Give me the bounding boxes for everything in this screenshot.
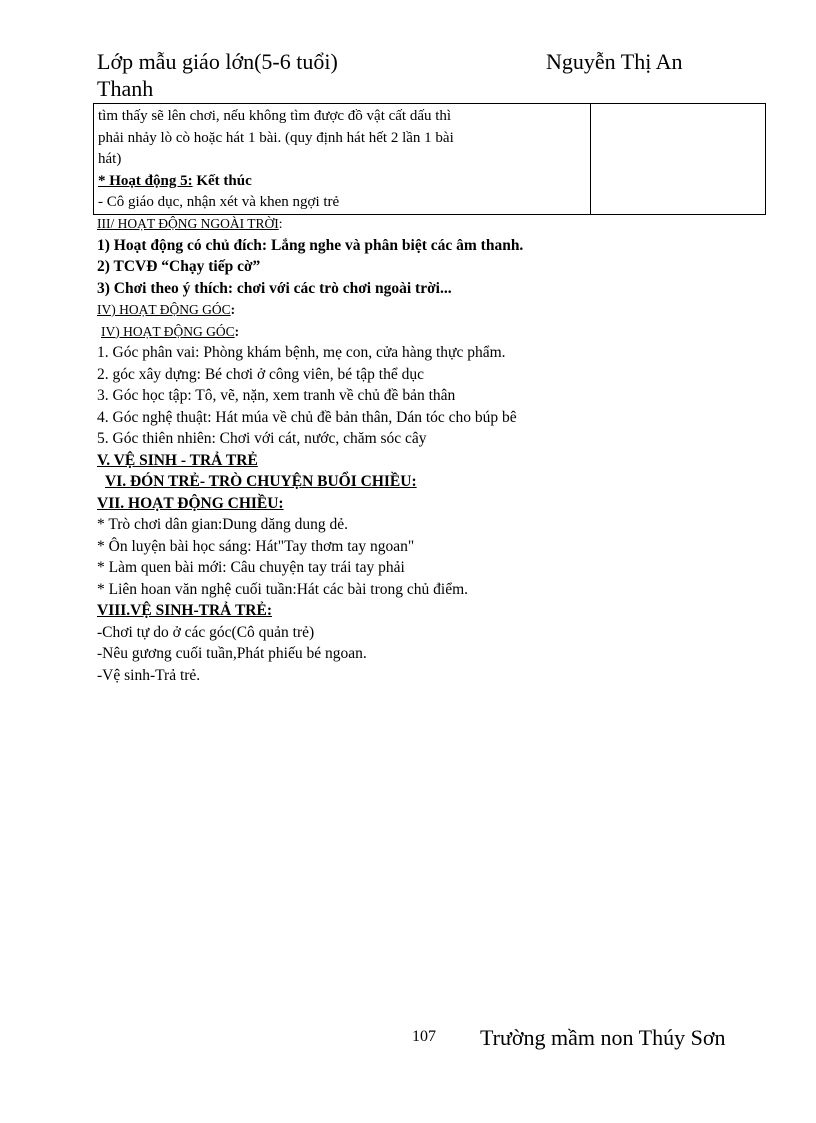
section5-heading: V. VỆ SINH - TRẢ TRẺ — [97, 451, 258, 469]
corners-heading-text: IV) HOẠT ĐỘNG GÓC — [97, 302, 231, 317]
list-item: 3. Góc học tập: Tô, vẽ, nặn, xem tranh về chủ đề bản thân — [97, 387, 456, 404]
table-cell-content — [94, 104, 591, 215]
corners-heading-text: IV) HOẠT ĐỘNG GÓC — [101, 323, 235, 339]
teacher-name: Nguyễn Thị An — [546, 49, 683, 74]
document-body — [97, 213, 777, 686]
school-name: Trường mầm non Thúy Sơn — [480, 1025, 726, 1050]
outdoor-heading-text: III/ HOẠT ĐỘNG NGOÀI TRỜI — [97, 216, 279, 231]
class-name: Lớp mẫu giáo lớn(5-6 tuổi) — [97, 49, 338, 74]
corners-heading — [97, 299, 777, 321]
header-class-name — [97, 48, 427, 102]
outdoor-item: 2) TCVĐ “Chạy tiếp cờ” — [97, 258, 261, 275]
list-item: 5. Góc thiên nhiên: Chơi với cát, nước, chăm sóc cây — [97, 430, 427, 447]
list-item: -Vệ sinh-Trả trẻ. — [97, 666, 201, 684]
table-text-line: - Cô giáo dục, nhận xét và khen ngợi trẻ — [98, 194, 340, 210]
list-item: 2. góc xây dựng: Bé chơi ở công viên, bé tập thể dục — [97, 365, 424, 383]
section6-heading: VI. ĐÓN TRẺ- TRÒ CHUYỆN BUỔI CHIỀU: — [105, 473, 417, 490]
table-cell-empty — [591, 104, 766, 215]
corners-heading-colon: : — [230, 302, 236, 317]
table-text-line: tìm thấy sẽ lên chơi, nếu không tìm được đồ vật cất dấu thì — [98, 108, 452, 124]
outdoor-item: 1) Hoạt động có chủ đích: Lắng nghe và phân biệt các âm thanh. — [97, 236, 524, 254]
list-item: -Chơi tự do ở các góc(Cô quản trẻ) — [97, 623, 315, 641]
section8-heading: VIII.VỆ SINH-TRẢ TRẺ: — [97, 602, 272, 619]
list-item: * Làm quen bài mới: Câu chuyện tay trái tay phải — [97, 559, 405, 576]
list-item: * Trò chơi dân gian:Dung dăng dung dẻ. — [97, 516, 349, 533]
table-text-line: hát) — [98, 151, 122, 167]
table-text-line: phải nhảy lò cò hoặc hát 1 bài. (quy định hát hết 2 lần 1 bài — [98, 129, 454, 146]
teacher-name-continued: Thanh — [97, 76, 154, 101]
outdoor-heading — [97, 213, 777, 235]
list-item: -Nêu gương cuối tuần,Phát phiếu bé ngoan. — [97, 645, 367, 662]
activity5-label: * Hoạt động 5: — [98, 172, 193, 189]
corners-heading-repeat — [97, 321, 777, 343]
activity5-heading — [98, 171, 586, 193]
list-item: 1. Góc phân vai: Phòng khám bệnh, mẹ con, cửa hàng thực phẩm. — [97, 344, 506, 361]
activity-table — [93, 103, 766, 215]
corners-heading-colon: : — [234, 323, 240, 339]
page-number: 107 — [412, 1028, 436, 1045]
section7-heading: VII. HOẠT ĐỘNG CHIỀU: — [97, 494, 284, 512]
outdoor-item: 3) Chơi theo ý thích: chơi với các trò chơi ngoài trời... — [97, 279, 452, 297]
list-item: * Liên hoan văn nghệ cuối tuần:Hát các bài trong chủ điểm. — [97, 580, 469, 598]
list-item: * Ôn luyện bài học sáng: Hát"Tay thơm tay ngoan" — [97, 537, 415, 555]
table-row — [94, 104, 766, 215]
activity5-title: Kết thúc — [192, 172, 252, 189]
list-item: 4. Góc nghệ thuật: Hát múa về chủ đề bản thân, Dán tóc cho búp bê — [97, 408, 517, 426]
outdoor-heading-colon: : — [278, 216, 283, 231]
